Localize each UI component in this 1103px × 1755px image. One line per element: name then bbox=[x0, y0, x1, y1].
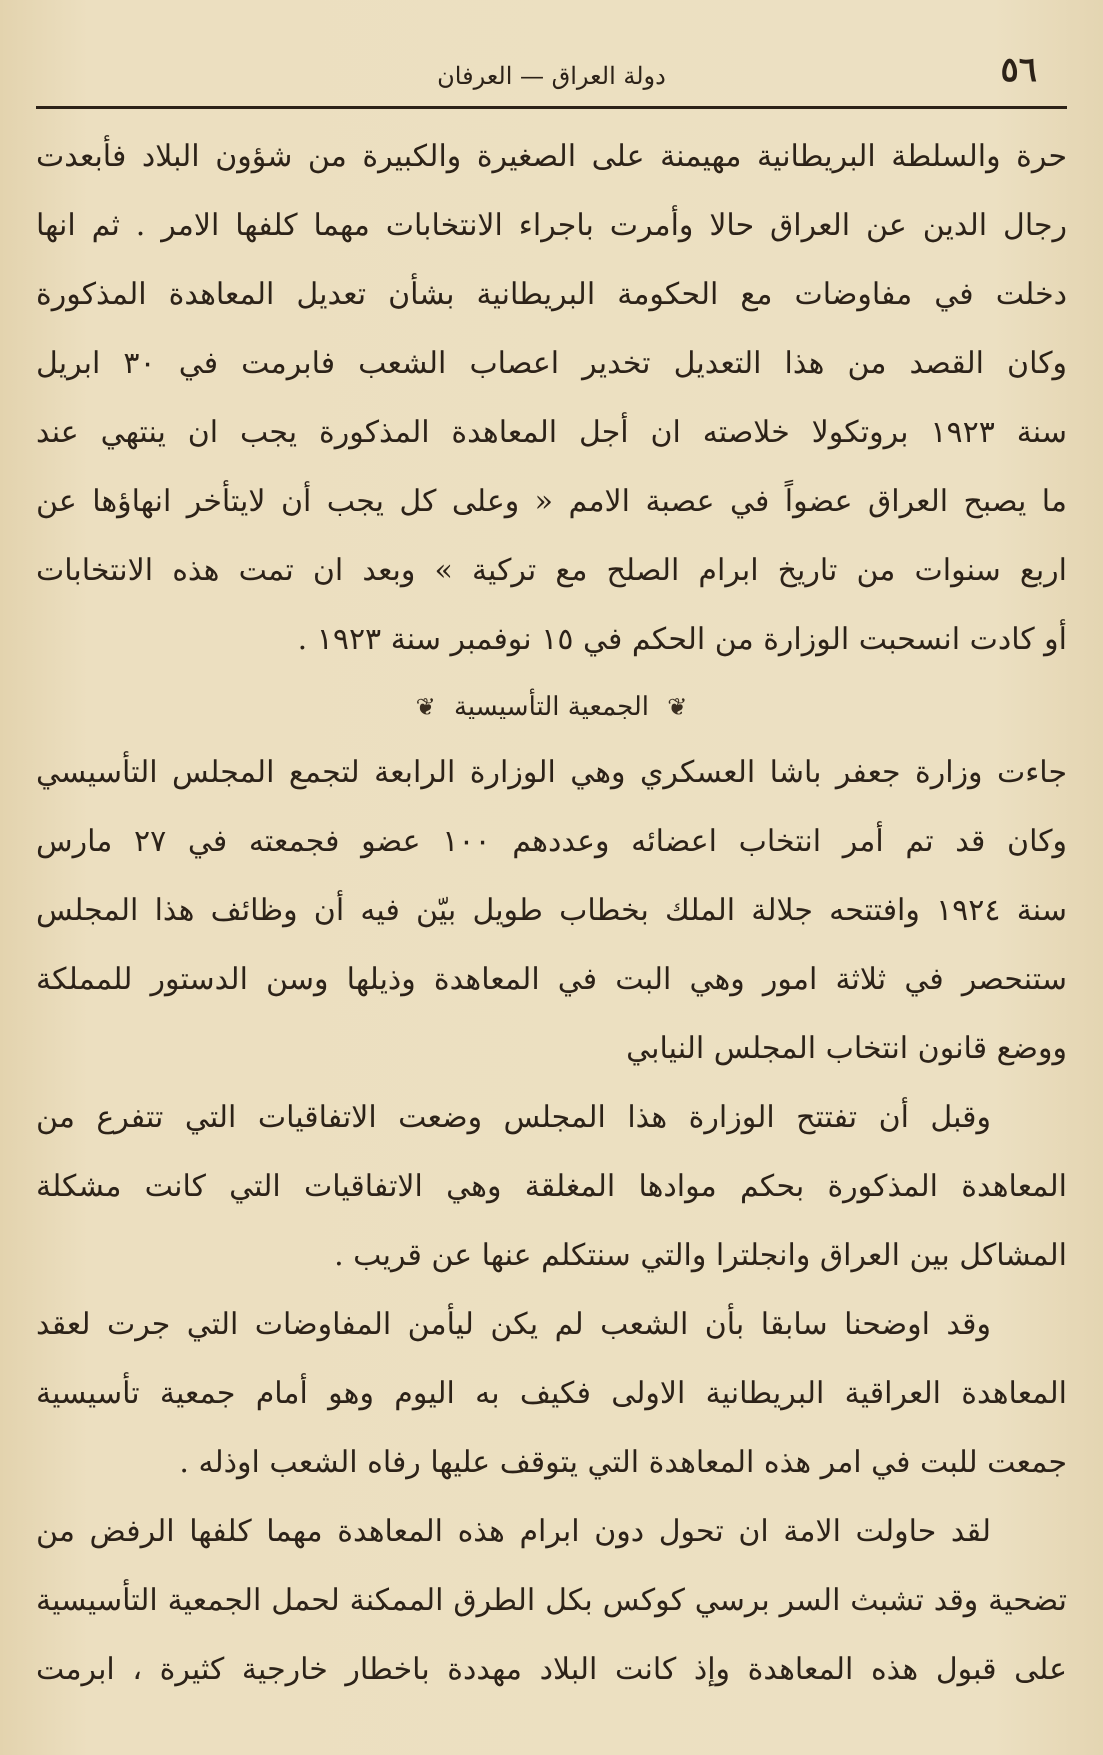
text-line: سنة ١٩٢٤ وافتتحه جلالة الملك بخطاب طويل بيّن فيه أن وظائف هذا المجلس bbox=[36, 893, 1067, 928]
text-line: المعاهدة العراقية البريطانية الاولى فكيف به اليوم وهو أمام جمعية تأسيسية bbox=[36, 1376, 1067, 1411]
text-line: رجال الدين عن العراق حالا وأمرت باجراء الانتخابات مهما كلفها الامر . ثم انها bbox=[36, 208, 1067, 243]
text-line: جاءت وزارة جعفر باشا العسكري وهي الوزارة الرابعة لتجمع المجلس التأسيسي bbox=[36, 755, 1067, 790]
text-line: دخلت في مفاوضات مع الحكومة البريطانية بشأن تعديل المعاهدة المذكورة bbox=[36, 277, 1067, 312]
page-header bbox=[36, 48, 1067, 100]
text-line: ووضع قانون انتخاب المجلس النيابي bbox=[626, 1031, 1067, 1066]
text-line: المشاكل بين العراق وانجلترا والتي سنتكلم عنها عن قريب . bbox=[334, 1238, 1067, 1273]
running-title: دولة العراق — العرفان bbox=[437, 62, 666, 90]
right-ornament-icon: ❦ bbox=[667, 693, 688, 721]
text-line: تضحية وقد تشبث السر برسي كوكس بكل الطرق الممكنة لحمل الجمعية التأسيسية bbox=[36, 1583, 1067, 1618]
text-line: وكان القصد من هذا التعديل تخدير اعصاب الشعب فابرمت في ٣٠ ابريل bbox=[36, 346, 1067, 381]
left-ornament-icon: ❦ bbox=[415, 693, 436, 721]
text-line: حرة والسلطة البريطانية مهيمنة على الصغيرة والكبيرة من شؤون البلاد فأبعدت bbox=[36, 139, 1067, 174]
text-line: ستنحصر في ثلاثة امور وهي البت في المعاهدة وذيلها وسن الدستور للمملكة bbox=[36, 962, 1067, 997]
body-text bbox=[36, 122, 1067, 1704]
text-line: جمعت للبت في امر هذه المعاهدة التي يتوقف عليها رفاه الشعب اوذله . bbox=[179, 1445, 1067, 1480]
header-rule bbox=[36, 106, 1067, 109]
text-line: وقبل أن تفتتح الوزارة هذا المجلس وضعت الاتفاقيات التي تتفرع من bbox=[36, 1100, 991, 1135]
text-line: وكان قد تم أمر انتخاب اعضائه وعددهم ١٠٠ عضو فجمعته في ٢٧ مارس bbox=[36, 824, 1067, 859]
text-line: على قبول هذه المعاهدة وإذ كانت البلاد مهددة باخطار خارجية كثيرة ، ابرمت bbox=[36, 1652, 1067, 1687]
text-line: سنة ١٩٢٣ بروتكولا خلاصته ان أجل المعاهدة المذكورة يجب ان ينتهي عند bbox=[36, 415, 1067, 450]
text-line: وقد اوضحنا سابقا بأن الشعب لم يكن ليأمن المفاوضات التي جرت لعقد bbox=[36, 1307, 991, 1342]
section-heading-title: الجمعية التأسيسية bbox=[453, 692, 650, 722]
text-line: لقد حاولت الامة ان تحول دون ابرام هذه المعاهدة مهما كلفها الرفض من bbox=[36, 1514, 991, 1549]
section-heading bbox=[36, 674, 1067, 738]
text-line: المعاهدة المذكورة بحكم موادها المغلقة وهي الاتفاقيات التي كانت مشكلة bbox=[36, 1169, 1067, 1204]
text-line: أو كادت انسحبت الوزارة من الحكم في ١٥ نوفمبر سنة ١٩٢٣ . bbox=[297, 622, 1067, 657]
text-line: ما يصبح العراق عضواً في عصبة الامم « وعلى كل يجب أن لايتأخر انهاؤها عن bbox=[36, 484, 1067, 519]
text-line: اربع سنوات من تاريخ ابرام الصلح مع تركية » وبعد ان تمت هذه الانتخابات bbox=[36, 553, 1067, 588]
page-number: ٥٦ bbox=[1000, 50, 1037, 90]
